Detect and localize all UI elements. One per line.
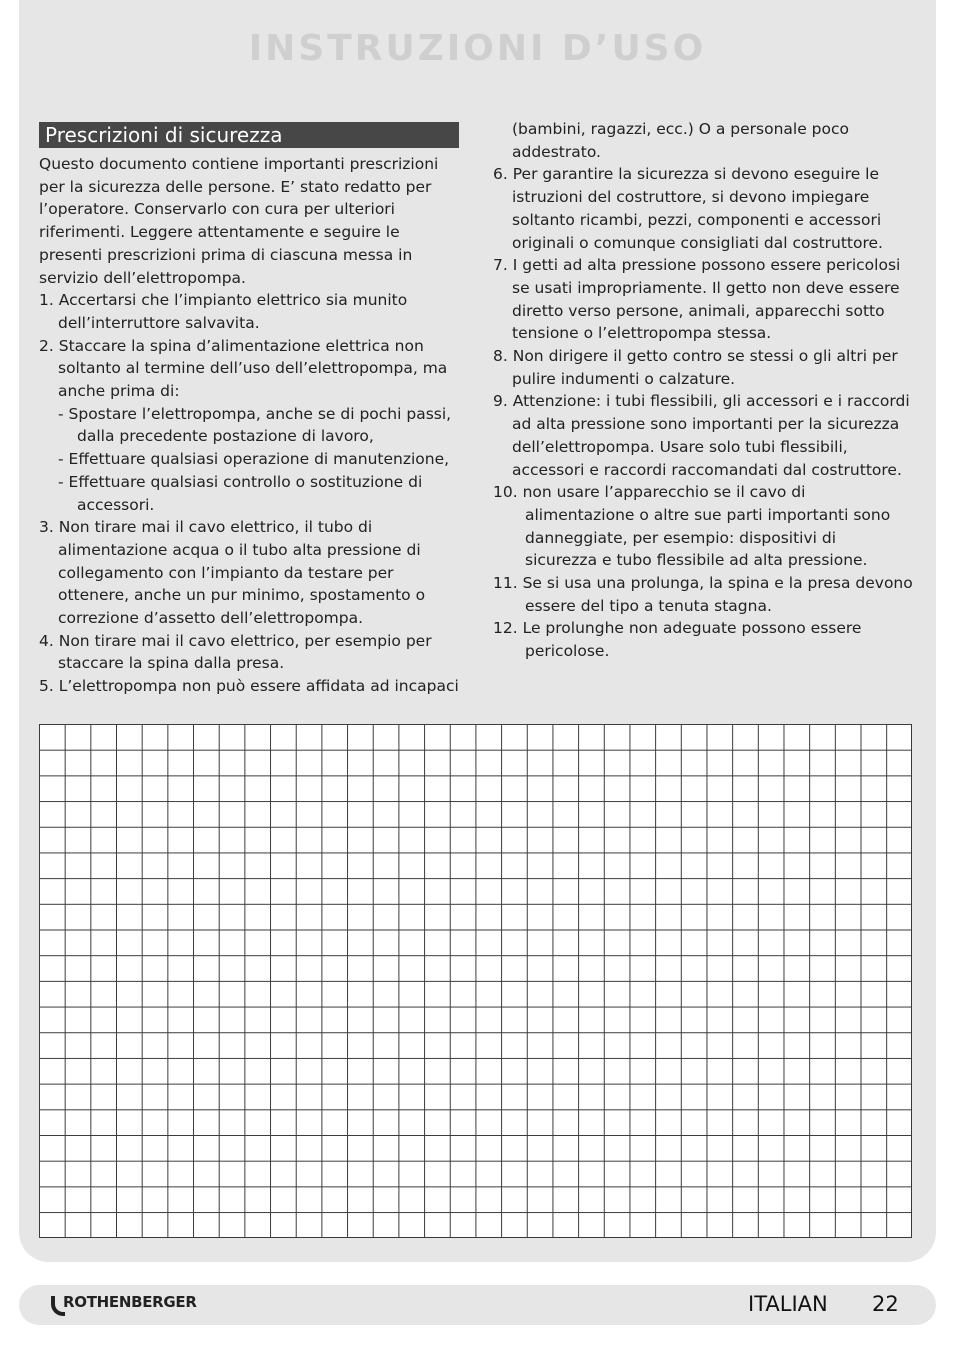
list-item-8: [493, 345, 913, 390]
list-item-number: 6.: [493, 165, 508, 184]
list-item-text: I getti ad alta pressione possono essere pericolosi se usati impropriamente. Il getto non deve essere diretto verso persone, animali, apparecchi sotto tensione o l’elettropompa stessa.: [512, 256, 901, 343]
footer-bar: [19, 1285, 936, 1325]
list-item-6: [493, 163, 913, 254]
list-item-text: non usare l’apparecchio se il cavo di alimentazione o altre sue parti importanti sono danneggiate, per esempio: dispositivi di sicurezza e tubo flessibile ad alta pressione.: [522, 483, 891, 570]
sub-item: - Effettuare qualsiasi operazione di manutenzione,: [58, 450, 450, 469]
brand-name: ROTHENBERGER: [63, 1293, 197, 1311]
list-item-number: 9.: [493, 392, 508, 411]
list-item-number: 2.: [39, 336, 54, 355]
sub-item: - Effettuare qualsiasi controllo o sostituzione di accessori.: [58, 472, 423, 514]
section-heading: Prescrizioni di sicurezza: [39, 122, 459, 148]
list-item-text: Per garantire la sicurezza si devono eseguire le istruzioni del costruttore, si devono impiegare soltanto ricambi, pezzi, componenti e accessori originali o comunque consigliati dal costruttore.: [512, 165, 883, 252]
list-item-12: [493, 617, 913, 662]
list-item-text: Staccare la spina d’alimentazione elettrica non soltanto al termine dell’uso dell’elettropompa, ma anche prima di:: [58, 336, 448, 401]
list-item-1: [39, 289, 464, 334]
right-column: [493, 118, 913, 663]
left-column: [39, 153, 464, 698]
list-item-4: [39, 630, 464, 675]
list-item-text: L’elettropompa non può essere affidata ad incapaci: [58, 677, 459, 696]
notes-grid: [39, 724, 912, 1238]
list-item-number: 1.: [39, 291, 54, 310]
page-title: INSTRUZIONI D’USO: [248, 28, 707, 69]
list-item-text: Attenzione: i tubi flessibili, gli accessori e i raccordi ad alta pressione sono importanti per la sicurezza dell’elettropompa. Usare solo tubi flessibili, accessori e raccordi raccomandati dal costruttore.: [512, 392, 910, 479]
list-item-text: Non dirigere il getto contro se stessi o gli altri per pulire indumenti o calzature.: [512, 347, 898, 388]
list-item-5-continuation: (bambini, ragazzi, ecc.) O a personale poco addestrato.: [512, 120, 850, 161]
list-item-9: [493, 390, 913, 481]
list-item-number: 3.: [39, 518, 54, 537]
list-item-text: Le prolunghe non adeguate possono essere pericolose.: [522, 619, 862, 661]
list-item-text: Se si usa una prolunga, la spina e la presa devono essere del tipo a tenuta stagna.: [522, 574, 913, 615]
page-number: 22: [872, 1292, 899, 1316]
list-item-3: [39, 516, 464, 630]
list-item-number: 5.: [39, 677, 54, 696]
list-item-number: 11.: [493, 574, 518, 593]
list-item-11: [493, 572, 913, 617]
list-item-text: Accertarsi che l’impianto elettrico sia munito dell’interruttore salvavita.: [58, 291, 408, 332]
list-item-10: [493, 481, 913, 572]
list-item-number: 8.: [493, 347, 508, 366]
list-item-text: Non tirare mai il cavo elettrico, per esempio per staccare la spina dalla presa.: [58, 631, 432, 673]
list-item-number: 4.: [39, 631, 54, 650]
sub-item: - Spostare l’elettropompa, anche se di pochi passi, dalla precedente postazione di lavoro,: [58, 404, 452, 446]
intro-paragraph: Questo documento contiene importanti prescrizioni per la sicurezza delle persone. E’ stato redatto per l’operatore. Conservarlo con cura per ulteriori riferimenti. Leggere attentamente e seguire le presenti prescrizioni prima di ciascuna messa in servizio dell’elettropompa.: [39, 155, 439, 287]
language-label: ITALIAN: [748, 1292, 828, 1316]
list-item-2: [39, 335, 464, 403]
list-item-number: 12.: [493, 619, 518, 638]
list-item-5: [39, 675, 464, 698]
list-item-text: Non tirare mai il cavo elettrico, il tubo di alimentazione acqua o il tubo alta pressione di collegamento con l’impianto da testare per ottenere, anche un pur minimo, spostamento o correzione d’assetto dell’elettropompa.: [58, 518, 426, 628]
list-item-number: 7.: [493, 256, 508, 275]
list-item-number: 10.: [493, 483, 518, 502]
list-item-7: [493, 254, 913, 345]
